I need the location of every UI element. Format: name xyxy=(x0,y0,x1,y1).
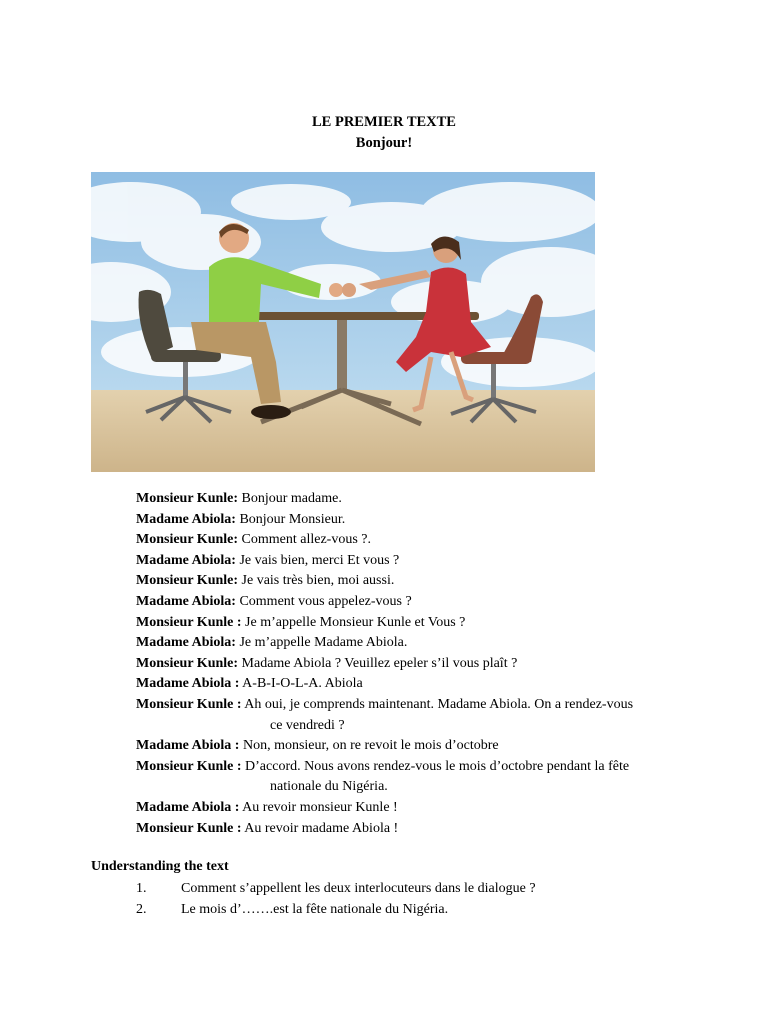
dialogue-text: Au revoir madame Abiola ! xyxy=(241,820,399,836)
speaker-name: Madame Abiola : xyxy=(136,738,240,754)
speaker-name: Monsieur Kunle: xyxy=(136,532,239,548)
question-item xyxy=(136,899,696,920)
speaker-name: Monsieur Kunle: xyxy=(136,655,239,671)
dialogue-line xyxy=(136,674,696,695)
speaker-name: Monsieur Kunle : xyxy=(136,820,242,836)
dialogue-text: Je m’appelle Madame Abiola. xyxy=(235,635,408,651)
dialogue-line xyxy=(136,551,696,572)
dialogue xyxy=(136,489,696,839)
dialogue-text: Comment allez-vous ?. xyxy=(238,532,371,548)
document-subtitle: Bonjour! xyxy=(355,135,413,151)
dialogue-line xyxy=(136,613,696,634)
question-item xyxy=(136,878,696,899)
question-list xyxy=(136,878,696,920)
speaker-name: Monsieur Kunle : xyxy=(136,696,242,712)
dialogue-text: Je vais très bien, moi aussi. xyxy=(238,573,395,589)
dialogue-text: Je m’appelle Monsieur Kunle et Vous ? xyxy=(241,614,466,630)
dialogue-text: Je vais bien, merci Et vous ? xyxy=(235,552,400,568)
dialogue-text: Comment vous appelez-vous ? xyxy=(235,593,412,609)
dialogue-text: Au revoir monsieur Kunle ! xyxy=(239,799,398,815)
question-text: Comment s’appellent les deux interlocuteurs dans le dialogue ? xyxy=(181,881,536,896)
dialogue-line xyxy=(136,757,696,798)
speaker-name: Monsieur Kunle : xyxy=(136,614,242,630)
speaker-name: Madame Abiola: xyxy=(136,593,236,609)
dialogue-line xyxy=(136,736,696,757)
speaker-name: Monsieur Kunle : xyxy=(136,758,242,774)
dialogue-text: D’accord. Nous avons rendez-vous le mois d’octobre pendant la fête xyxy=(241,758,630,774)
dialogue-text: Madame Abiola ? Veuillez epeler s’il vous plaît ? xyxy=(238,655,518,671)
dialogue-line xyxy=(136,819,696,840)
speaker-name: Madame Abiola: xyxy=(136,511,236,527)
dialogue-line xyxy=(136,633,696,654)
speaker-name: Madame Abiola: xyxy=(136,635,236,651)
dialogue-text: Non, monsieur, on re revoit le mois d’octobre xyxy=(239,738,499,754)
dialogue-continuation: nationale du Nigéria. xyxy=(270,779,388,795)
question-text: Le mois d’…….est la fête nationale du Nigéria. xyxy=(181,902,449,917)
section-heading: Understanding the text xyxy=(91,859,229,874)
question-number: 2. xyxy=(136,902,147,917)
dialogue-line xyxy=(136,489,696,510)
speaker-name: Madame Abiola : xyxy=(136,799,240,815)
speaker-name: Monsieur Kunle: xyxy=(136,491,239,506)
dialogue-text: Bonjour Monsieur. xyxy=(235,511,346,527)
dialogue-line xyxy=(136,530,696,551)
dialogue-continuation: ce vendredi ? xyxy=(270,717,345,733)
document-title: LE PREMIER TEXTE xyxy=(312,114,456,130)
dialogue-text: Bonjour madame. xyxy=(238,491,342,506)
handshake-photo xyxy=(91,172,595,472)
dialogue-line xyxy=(136,695,696,736)
dialogue-text: Ah oui, je comprends maintenant. Madame Abiola. On a rendez-vous xyxy=(241,696,634,712)
dialogue-line xyxy=(136,592,696,613)
dialogue-line xyxy=(136,798,696,819)
dialogue-line xyxy=(136,510,696,531)
speaker-name: Madame Abiola: xyxy=(136,552,236,568)
speaker-name: Madame Abiola : xyxy=(136,676,240,692)
speaker-name: Monsieur Kunle: xyxy=(136,573,239,589)
dialogue-line xyxy=(136,654,696,675)
dialogue-text: A-B-I-O-L-A. Abiola xyxy=(239,676,363,692)
dialogue-line xyxy=(136,571,696,592)
question-number: 1. xyxy=(136,881,147,896)
